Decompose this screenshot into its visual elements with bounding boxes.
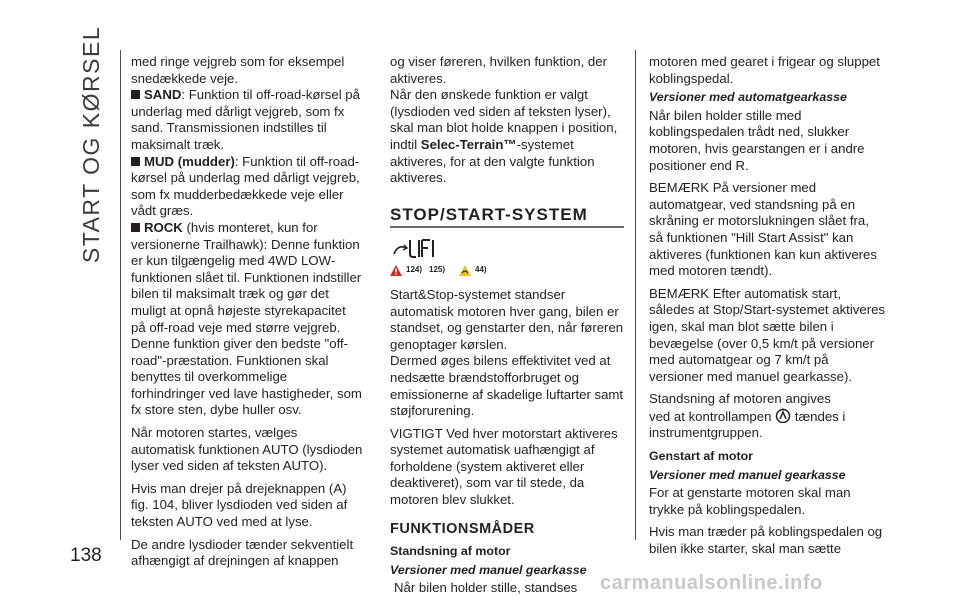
warning-ref: 125): [429, 265, 446, 275]
paragraph: Start&Stop-systemet standser automatisk motoren hver gang, bilen er standset, og genstarter den, når føreren genoptager kørslen.: [390, 286, 624, 352]
column-1: [131, 54, 363, 576]
paragraph: Hvis man træder på koblingspedalen og bilen ikke starter, skal man sætte: [649, 524, 883, 557]
watermark-text: carmanualsonline.info: [600, 572, 823, 594]
sand-text: : Funktion til off-road-kørsel på underlag med dårligt vejgreb, som fx sand. Transmissionen indstilles til maksimalt træk.: [131, 87, 360, 152]
subheading-italic: Versioner med automatgearkasse: [649, 90, 847, 105]
paragraph: og viser føreren, hvilken funktion, der aktiveres.: [390, 54, 607, 86]
paragraph: BEMÆRK Efter automatisk start, således at Stop/Start-systemet aktiveres igen, skal man blot sætte bilen i bevægelse (over 0,5 km/t på versioner med automatgear og 7 km/t på versioner med manuel gearkasse).: [649, 285, 886, 384]
chapter-title-text: START OG KØRSEL: [78, 25, 105, 264]
bullet-icon: [131, 223, 140, 232]
subheading: Standsning af motor: [390, 544, 511, 559]
bullet-icon: [131, 90, 140, 99]
auto-stop-icon: [390, 238, 440, 260]
sand-label: SAND: [144, 87, 182, 103]
selec-terrain-label: Selec-Terrain™: [420, 136, 517, 152]
paragraph: Når motoren startes, vælges automatisk funktionen AUTO (lysdioden lyser ved siden af teksten AUTO).: [131, 425, 363, 474]
paragraph: BEMÆRK På versioner med automatgear, ved standsning på en skråning er motorslukningen slået fra, så funktionen "Hill Start Assist" kan aktiveres (funktionen kan kun aktiveres med motoren tændt).: [649, 180, 877, 279]
auto-stop-warning-light-icon: [775, 408, 791, 423]
paragraph: For at genstarte motoren skal man trykke på koblingspedalen.: [649, 485, 851, 517]
paragraph: Dermed øges bilens effektivitet ved at nedsætte brændstofforbruget og emissionerne af skadelige luftarter samt støjforurening.: [390, 353, 624, 419]
mud-item: [131, 154, 363, 220]
paragraph: VIGTIGT Ved hver motorstart aktiveres systemet automatisk uafhængigt af forholdene (system aktiveret eller deaktiveret), som var til stede, da motoren blev slukket.: [390, 425, 618, 508]
rock-label: ROCK: [144, 219, 183, 235]
column-3: [649, 54, 885, 564]
rock-text: (hvis monteret, kun for versionerne Trailhawk): Denne funktion er kun tilgængelig med 4WD LOW-funktionen slået til. Funktionen indstiller bilen til maksimalt træk og gør det muligt at opnå højeste styrekapacitet på off-road veje med større vejgreb. Denne funktion giver den bedste "off-road"-præstation. Funktionen skal benyttes til overkommelige forhindringer ved lave hastigheder, som fx store sten, dybe huller osv.: [131, 219, 362, 418]
paragraph: Standsning af motoren angives ved at kontrollampen tændes i instrumentgruppen.: [649, 391, 846, 441]
mud-text: : Funktion til off-road-kørsel på underlag med dårligt vejgreb, som fx mudderbedækkede veje eller vådt græs.: [131, 153, 360, 219]
subheading: Genstart af motor: [649, 449, 753, 464]
mud-label: MUD (mudder): [144, 153, 235, 169]
column-divider-left: [120, 50, 121, 540]
chapter-side-title: [74, 25, 110, 264]
bullet-icon: [131, 157, 140, 166]
warning-ref: 124): [406, 265, 423, 275]
paragraph: med ringe vejgreb som for eksempel snedækkede veje.: [131, 54, 345, 86]
sand-item: [131, 87, 363, 153]
warning-triangle-icon: [390, 265, 402, 276]
subheading-italic: Versioner med manuel gearkasse: [649, 467, 846, 482]
caution-ref: 44): [475, 265, 487, 275]
section-title: STOP/START-SYSTEM: [390, 207, 624, 229]
paragraph: Når den ønskede funktion er valgt (lysdioden ved siden af teksten lyser), skal man blot holde knappen i position, indtil Selec-Terrain™-systemet aktiveres, for at den valgte funktion aktiveres.: [390, 87, 618, 186]
subsection-title: FUNKTIONSMÅDER: [390, 520, 535, 537]
page-number: 138: [70, 545, 102, 566]
rock-item: [131, 220, 363, 419]
paragraph: Når bilen holder stille med koblingspedalen trådt ned, slukker motoren, hvis gearstangen er i andre positioner end R.: [649, 107, 865, 173]
stop-start-symbol-icon: [390, 238, 624, 260]
caution-triangle-icon: [459, 265, 471, 276]
paragraph: Når bilen holder stille, standses: [394, 580, 578, 596]
paragraph: Hvis man drejer på drejeknappen (A) fig. 104, bliver lysdioden ved siden af teksten AUTO ved med at lyse.: [131, 480, 348, 530]
paragraph: De andre lysdioder tænder sekventielt afhængigt af drejningen af knappen: [131, 536, 354, 569]
column-divider-right: [635, 50, 636, 540]
subheading-italic: Versioner med manuel gearkasse: [390, 562, 587, 577]
paragraph: motoren med gearet i frigear og sluppet koblingspedal.: [649, 54, 880, 86]
column-2: [390, 54, 624, 603]
warning-references: [390, 262, 624, 279]
